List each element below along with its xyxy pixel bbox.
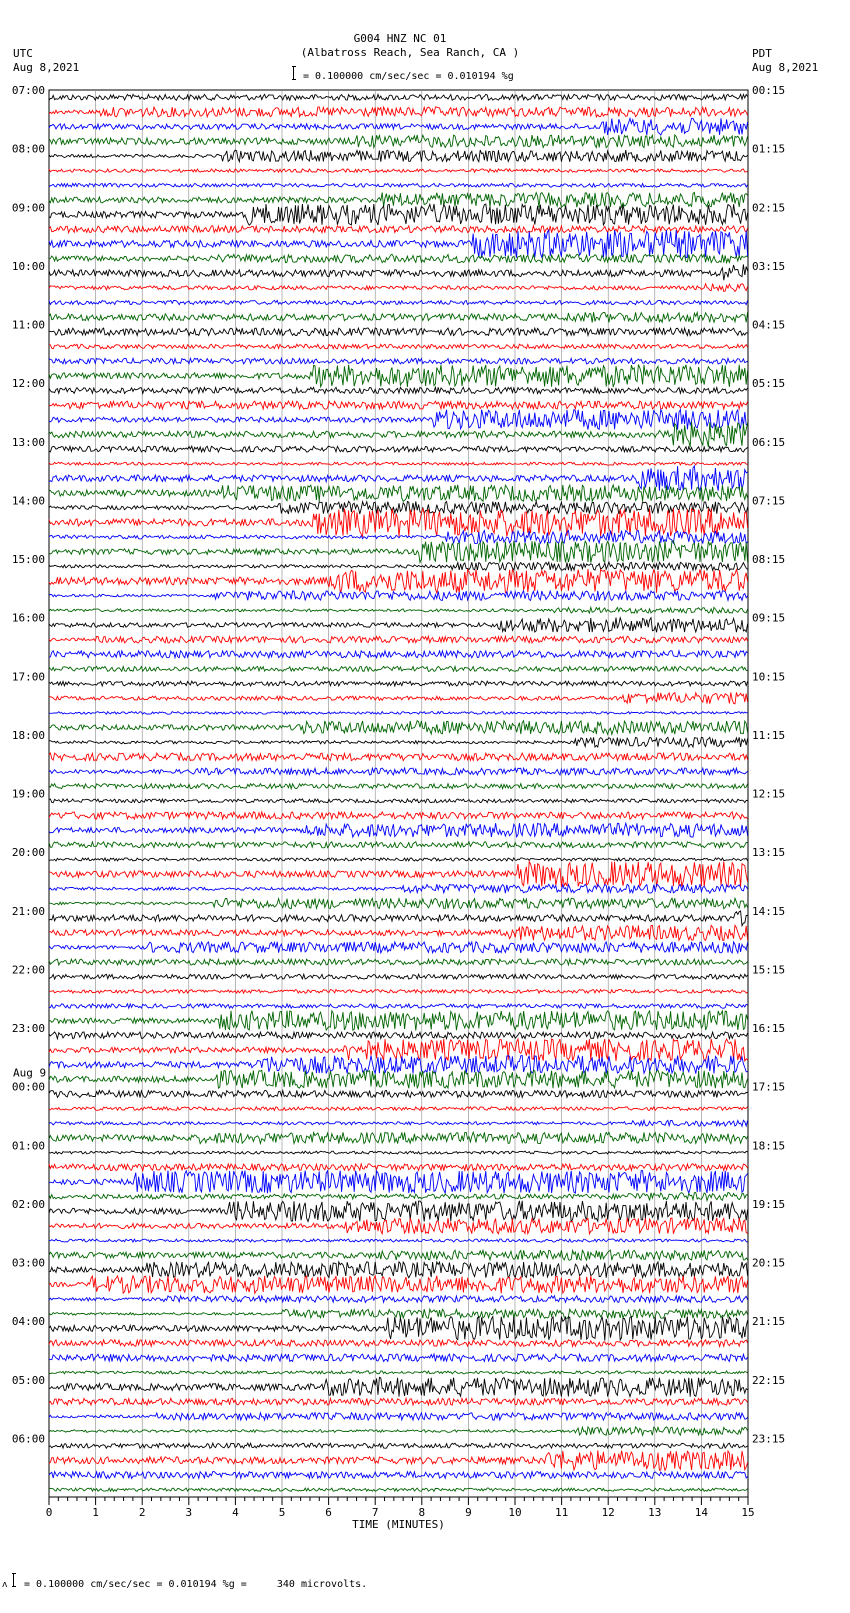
hour-label-pdt: 11:15: [752, 728, 786, 742]
x-tick-label: 6: [325, 1506, 332, 1519]
trace-line: [49, 509, 748, 537]
x-tick-label: 9: [465, 1506, 472, 1519]
trace-line: [49, 911, 748, 926]
hour-label-pdt: 00:15: [752, 84, 786, 97]
trace-line: [49, 541, 748, 563]
trace-line: [49, 1132, 748, 1143]
trace-line: [49, 230, 748, 258]
hour-label-pdt: 07:15: [752, 494, 786, 508]
hour-label-pdt: 13:15: [752, 846, 786, 860]
trace-line: [49, 721, 748, 735]
trace-line: [49, 784, 748, 789]
x-tick-label: 14: [694, 1506, 709, 1519]
hour-label-pdt: 08:15: [752, 553, 786, 566]
trace-line: [49, 328, 748, 336]
hour-label-utc: 07:00: [11, 84, 45, 97]
trace-line: [49, 284, 748, 292]
trace-line: [49, 401, 748, 409]
hour-label-pdt: 06:15: [752, 435, 786, 449]
trace-line: [49, 1296, 748, 1303]
hour-label-utc: 03:00: [11, 1256, 45, 1270]
hour-label-pdt: 01:15: [752, 142, 786, 156]
x-tick-label: 8: [418, 1506, 426, 1519]
hour-label-pdt: 19:15: [752, 1197, 786, 1211]
trace-line: [49, 1250, 748, 1260]
hour-label-utc: 23:00: [11, 1022, 45, 1035]
hour-label-pdt: 05:15: [752, 377, 786, 391]
trace-line: [49, 312, 748, 322]
trace-line: [49, 193, 748, 208]
trace-line: [49, 358, 748, 364]
trace-line: [49, 1413, 748, 1420]
trace-line: [49, 1164, 748, 1171]
hour-label-utc: 08:00: [11, 142, 45, 156]
trace-line: [49, 264, 748, 280]
trace-line: [49, 858, 748, 861]
trace-line: [49, 823, 748, 837]
trace-line: [49, 107, 748, 117]
trace-line: [49, 1262, 748, 1278]
x-tick-label: 10: [508, 1506, 522, 1519]
left-date: Aug 8,2021: [13, 61, 80, 74]
hour-label-pdt: 03:15: [752, 259, 786, 273]
trace-line: [49, 118, 748, 135]
hour-label-utc: 16:00: [11, 611, 45, 625]
trace-line: [49, 485, 748, 501]
hour-label-utc: 19:00: [11, 787, 45, 801]
right-date: Aug 8,2021: [752, 61, 819, 74]
trace-line: [49, 884, 748, 893]
trace-line: [49, 562, 748, 570]
hour-label-pdt: 12:15: [752, 787, 786, 801]
trace-line: [49, 1070, 748, 1088]
trace-line: [49, 1309, 748, 1318]
left-timezone: UTC: [13, 47, 33, 60]
trace-line: [49, 799, 748, 803]
footer-scale-text: = 0.100000 cm/sec/sec = 0.010194 %g = 340 microvolts.: [24, 1579, 368, 1590]
hour-label-utc: 04:00: [11, 1315, 45, 1329]
hour-label-utc: 12:00: [11, 377, 45, 391]
hour-label-utc: 21:00: [11, 904, 45, 918]
scale-text: = 0.100000 cm/sec/sec = 0.010194 %g: [303, 71, 514, 82]
trace-line: [49, 300, 748, 304]
trace-line: [49, 1398, 748, 1405]
hour-label-pdt: 18:15: [752, 1139, 786, 1153]
hour-label-utc: 15:00: [11, 553, 45, 566]
trace-line: [49, 1317, 748, 1341]
x-tick-label: 13: [648, 1506, 662, 1519]
trace-line: [49, 501, 748, 514]
x-tick-label: 12: [601, 1506, 615, 1519]
trace-line: [49, 898, 748, 909]
trace-line: [49, 1371, 748, 1374]
trace-line: [49, 1032, 748, 1039]
trace-line: [49, 591, 748, 601]
trace-line: [49, 990, 748, 994]
trace-line: [49, 150, 748, 162]
hour-label-utc: 06:00: [11, 1432, 45, 1446]
trace-line: [49, 753, 748, 761]
hour-label-utc: 13:00: [11, 435, 45, 449]
hour-label-pdt: 09:15: [752, 611, 786, 625]
trace-line: [49, 681, 748, 686]
trace-line: [49, 410, 748, 430]
hour-label-pdt: 14:15: [752, 904, 786, 918]
hour-label-pdt: 21:15: [752, 1315, 786, 1329]
x-tick-label: 15: [741, 1506, 755, 1519]
trace-line: [49, 1171, 748, 1194]
trace-line: [49, 204, 748, 225]
trace-line: [49, 1377, 748, 1396]
hour-label-utc: 18:00: [11, 728, 45, 742]
trace-line: [49, 607, 748, 613]
hour-label-pdt: 22:15: [752, 1373, 786, 1387]
date-change-label: Aug 9: [13, 1066, 47, 1080]
trace-line: [49, 1004, 748, 1008]
x-tick-label: 7: [371, 1506, 379, 1519]
trace-line: [49, 1011, 748, 1031]
hour-label-utc: 17:00: [11, 670, 45, 684]
trace-line: [49, 974, 748, 979]
trace-line: [49, 768, 748, 775]
trace-line: [49, 1427, 748, 1435]
trace-line: [49, 1443, 748, 1448]
trace-line: [49, 365, 748, 387]
hour-label-utc: 20:00: [11, 846, 45, 860]
hour-label-utc: 00:00: [11, 1080, 45, 1094]
trace-line: [49, 861, 748, 887]
trace-line: [49, 462, 748, 465]
trace-line: [49, 226, 748, 233]
right-timezone: PDT: [752, 47, 772, 60]
trace-line: [49, 446, 748, 452]
footer-marker: ʌ: [2, 1580, 8, 1590]
trace-line: [49, 651, 748, 658]
trace-line: [49, 812, 748, 819]
trace-line: [49, 569, 748, 593]
hour-label-pdt: 04:15: [752, 318, 786, 332]
hour-label-pdt: 20:15: [752, 1256, 786, 1270]
station-location: (Albatross Reach, Sea Ranch, CA ): [300, 46, 520, 59]
hour-label-pdt: 16:15: [752, 1022, 786, 1035]
trace-line: [49, 1354, 748, 1361]
trace-line: [49, 1056, 748, 1074]
trace-line: [49, 942, 748, 953]
trace-line: [49, 254, 748, 262]
x-tick-label: 2: [138, 1506, 146, 1519]
hour-label-pdt: 23:15: [752, 1432, 786, 1446]
trace-line: [49, 1488, 748, 1491]
trace-line: [49, 1090, 748, 1097]
trace-line: [49, 1151, 748, 1154]
trace-line: [49, 842, 748, 848]
trace-line: [49, 1201, 748, 1222]
trace-line: [49, 1193, 748, 1201]
trace-line: [49, 692, 748, 703]
trace-line: [49, 712, 748, 715]
x-tick-label: 0: [45, 1506, 53, 1519]
hour-label-pdt: 17:15: [752, 1080, 786, 1094]
hour-label-utc: 11:00: [11, 318, 45, 332]
hour-label-pdt: 15:15: [752, 963, 786, 977]
trace-line: [49, 1107, 748, 1111]
x-tick-label: 4: [232, 1506, 239, 1519]
hour-label-pdt: 02:15: [752, 201, 786, 215]
trace-line: [49, 1039, 748, 1061]
hour-label-utc: 05:00: [11, 1373, 45, 1387]
trace-line: [49, 1239, 748, 1242]
trace-line: [49, 183, 748, 187]
hour-label-utc: 09:00: [11, 201, 45, 215]
trace-line: [49, 1450, 748, 1470]
trace-line: [49, 737, 748, 747]
x-tick-label: 5: [278, 1506, 286, 1519]
footer-scale-bar-icon: [12, 1573, 16, 1587]
trace-line: [49, 1472, 748, 1479]
trace-line: [49, 422, 748, 448]
hour-label-utc: 10:00: [11, 259, 45, 273]
trace-line: [49, 169, 748, 172]
hour-label-utc: 14:00: [11, 494, 45, 508]
trace-line: [49, 1340, 748, 1347]
trace-line: [49, 387, 748, 393]
hour-label-utc: 02:00: [11, 1197, 45, 1211]
trace-line: [49, 135, 748, 148]
trace-line: [49, 344, 748, 349]
trace-line: [49, 925, 748, 940]
trace-line: [49, 1120, 748, 1126]
trace-line: [49, 636, 748, 643]
x-axis-label: TIME (MINUTES): [352, 1518, 445, 1531]
trace-line: [49, 466, 748, 491]
hour-label-utc: 22:00: [11, 963, 45, 977]
x-tick-label: 11: [554, 1506, 569, 1519]
hour-label-utc: 01:00: [11, 1139, 45, 1153]
station-title: G004 HNZ NC 01: [353, 32, 447, 45]
x-tick-label: 1: [92, 1506, 99, 1519]
trace-line: [49, 666, 748, 671]
trace-line: [49, 618, 748, 633]
hour-label-pdt: 10:15: [752, 670, 786, 684]
x-tick-label: 3: [185, 1506, 193, 1519]
trace-line: [49, 959, 748, 965]
trace-line: [49, 94, 748, 100]
